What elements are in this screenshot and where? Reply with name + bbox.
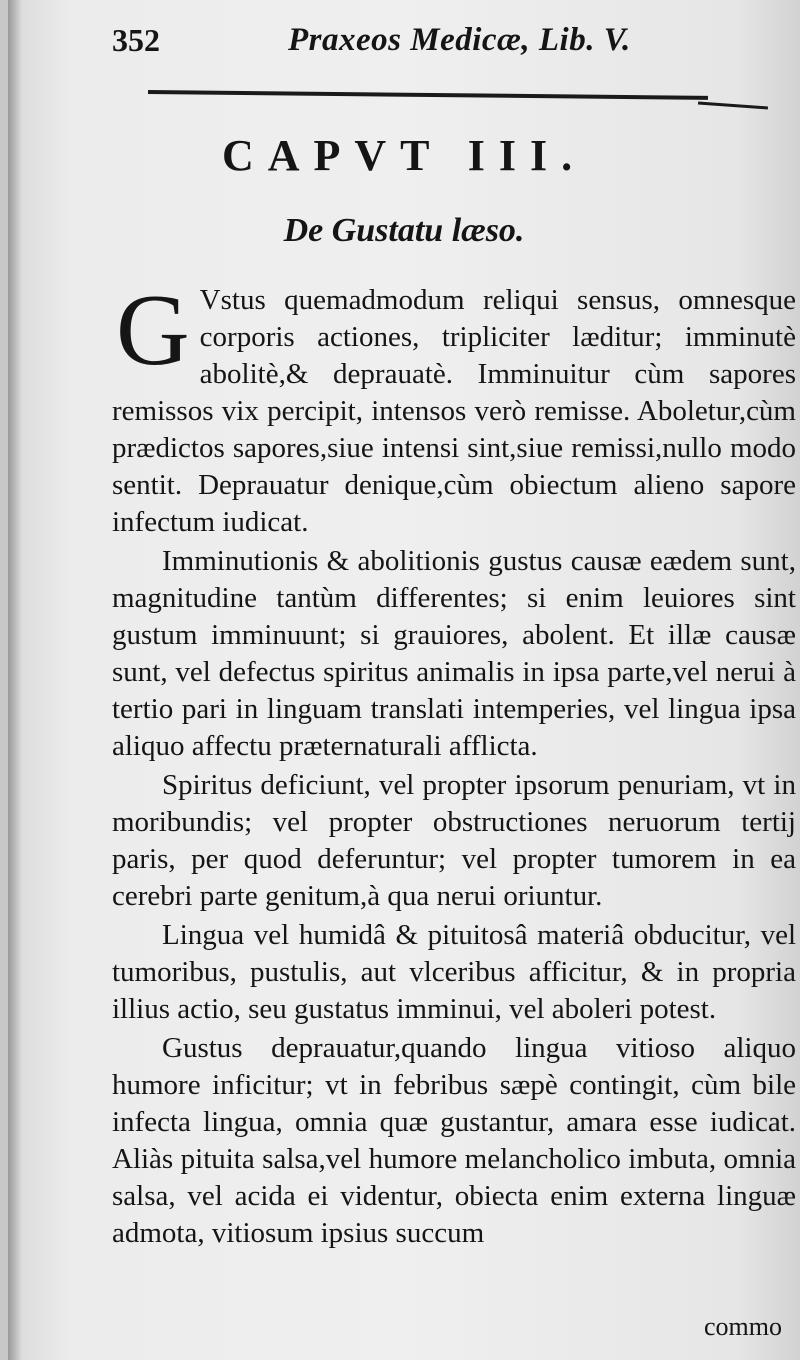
chapter-title: CAPVT III. [221,131,587,180]
chapter-subtitle: De Gustatu læso. [283,212,525,249]
header-rule-tail [698,102,768,110]
running-title: Praxeos Medicæ, Lib. V. [288,22,631,58]
catchword: commo [704,1312,782,1341]
paragraph: Gustus deprauatur,quando lingua vitioso aliquo humore inficitur; vt in febribus sæpè contingit, cùm bile infecta lingua, omnia quæ gustantur, amara esse iudicat. Aliàs pituita salsa,vel humore melancholico imbuta, omnia salsa, vel acida ei videntur, obiecta enim externa linguæ admota, vitiosum ipsius succum [112,1032,796,1249]
book-page [8,0,800,1360]
page-number: 352 [112,22,160,58]
drop-capital: G [116,274,190,387]
paragraph: Imminutionis & abolitionis gustus causæ eædem sunt, magnitudine tantùm differentes; si enim leuiores sint gustum imminuunt; si grauiores, abolent. Et illæ causæ sunt, vel defectus spiritus animalis in ipsa parte,vel nerui à tertio pari in linguam translati intemperies, vel lingua ipsa aliquo affectu præternaturali afflicta. [112,545,796,762]
body-text [112,274,796,1254]
paragraph: Spiritus deficiunt, vel propter ipsorum penuriam, vt in moribundis; vel propter obstructiones neruorum tertij paris, per quod deferuntur; vel propter tumorem in ea cerebri parte genitum,à qua nerui oriuntur. [112,769,796,912]
paragraph-text: Vstus quemadmodum reliqui sensus, omnesque corporis actiones, tripliciter læditur; imminutè abolitè,& deprauatè. Imminuitur cùm sapores remissos vix percipit, intensos verò remisse. Aboletur,cùm prædictos sapores,siue intensi sint,siue remissi,nullo modo sentit. Deprauatur denique,cùm obiectum alieno sapore infectum iudicat. [112,284,796,538]
paragraph [112,274,796,541]
paragraph: Lingua vel humidâ & pituitosâ materiâ obducitur, vel tumoribus, pustulis, aut vlceribus afficitur, & in propria illius actio, seu gustatus imminui, vel aboleri potest. [112,919,796,1025]
page-gutter-shadow [8,0,22,1360]
running-head [112,22,772,70]
header-rule [148,90,708,100]
